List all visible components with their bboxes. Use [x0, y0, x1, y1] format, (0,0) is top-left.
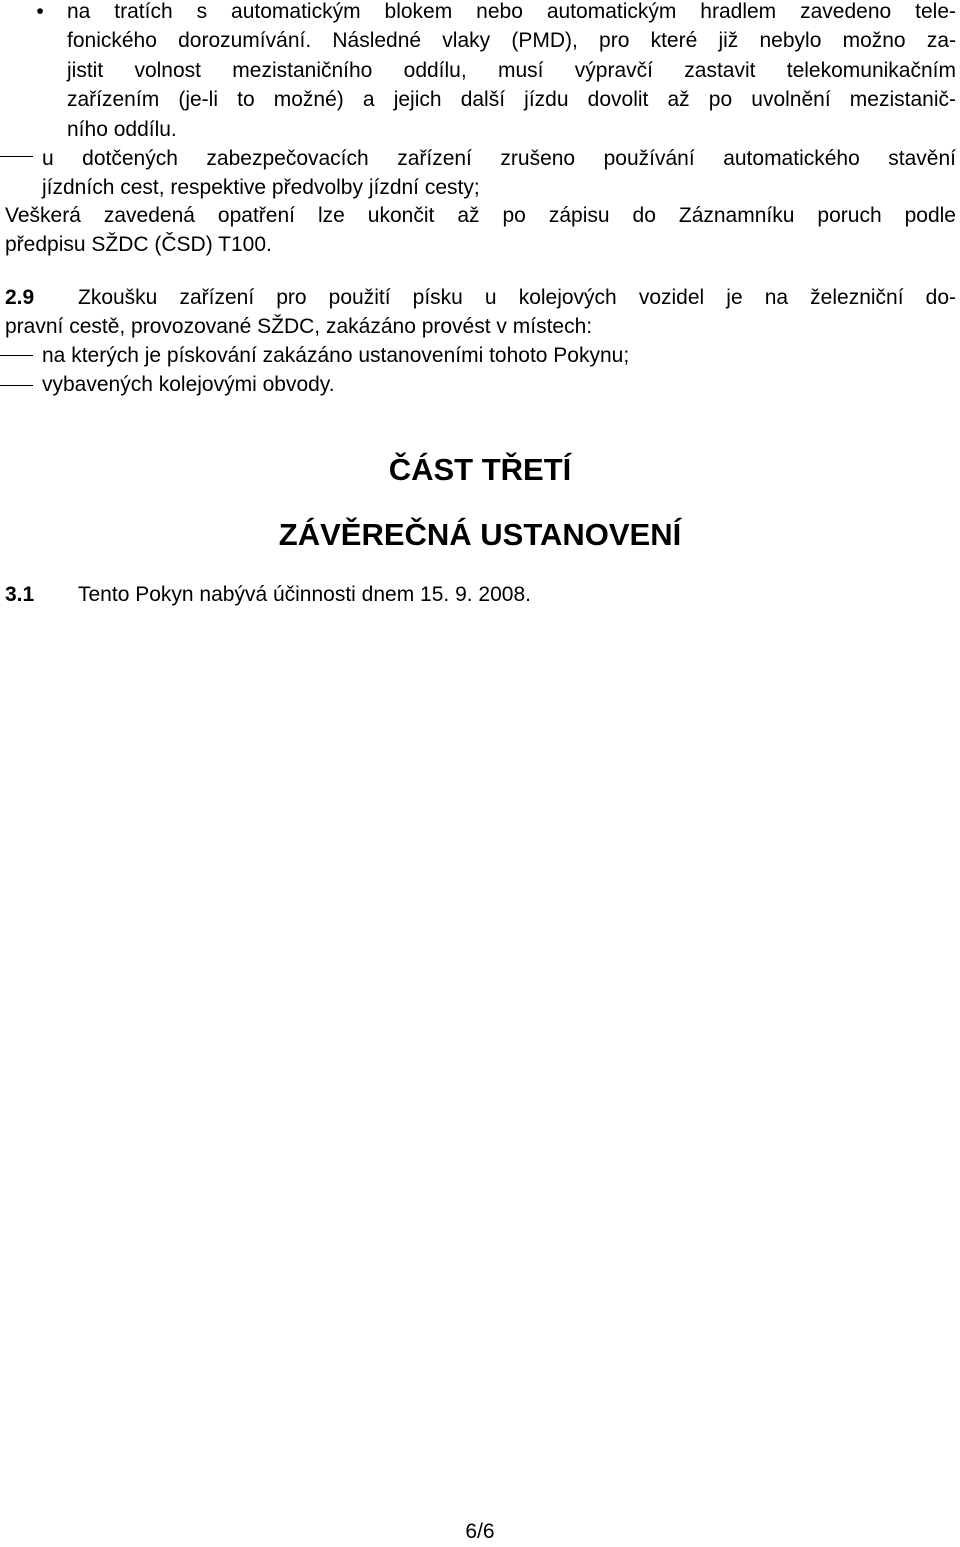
text-line: fonického dorozumívání. Následné vlaky (PMD), pro které již nebylo možno za-: [67, 29, 956, 52]
text-line: na kterých je pískování zakázáno ustanoveními tohoto Pokynu;: [42, 344, 630, 367]
text-line: Zkoušku zařízení pro použití písku u kolejových vozidel je na železniční do-: [78, 286, 956, 309]
text-line: u dotčených zabezpečovacích zařízení zrušeno používání automatického stavění: [42, 147, 956, 170]
section-number: 3.1: [5, 583, 35, 606]
part-subheading: ZÁVĚREČNÁ USTANOVENÍ: [278, 517, 682, 552]
text-line: jízdních cest, respektive předvolby jízdní cesty;: [42, 176, 480, 199]
text-line: pravní cestě, provozované SŽDC, zakázáno provést v místech:: [5, 315, 593, 338]
part-heading: ČÁST TŘETÍ: [388, 452, 572, 487]
text-line: Tento Pokyn nabývá účinnosti dnem 15. 9. 2008.: [78, 583, 531, 606]
text-line: předpisu SŽDC (ČSD) T100.: [5, 233, 272, 256]
dash-marker: [0, 355, 33, 356]
text-line: na tratích s automatickým blokem nebo automatickým hradlem zavedeno tele-: [67, 0, 956, 23]
dash-marker: [0, 385, 33, 386]
text-line: jistit volnost mezistaničního oddílu, musí výpravčí zastavit telekomunikačním: [67, 59, 956, 82]
text-line: zařízením (je-li to možné) a jejich další jízdu dovolit až po uvolnění mezistanič-: [67, 88, 956, 111]
page-number: 6/6: [465, 1520, 495, 1543]
bullet-marker: •: [36, 0, 44, 23]
text-line: Veškerá zavedená opatření lze ukončit až po zápisu do Záznamníku poruch podle: [5, 204, 956, 227]
section-number: 2.9: [5, 286, 35, 309]
dash-marker: [0, 156, 33, 157]
text-line: ního oddílu.: [67, 118, 177, 141]
text-line: vybavených kolejovými obvody.: [42, 373, 335, 396]
